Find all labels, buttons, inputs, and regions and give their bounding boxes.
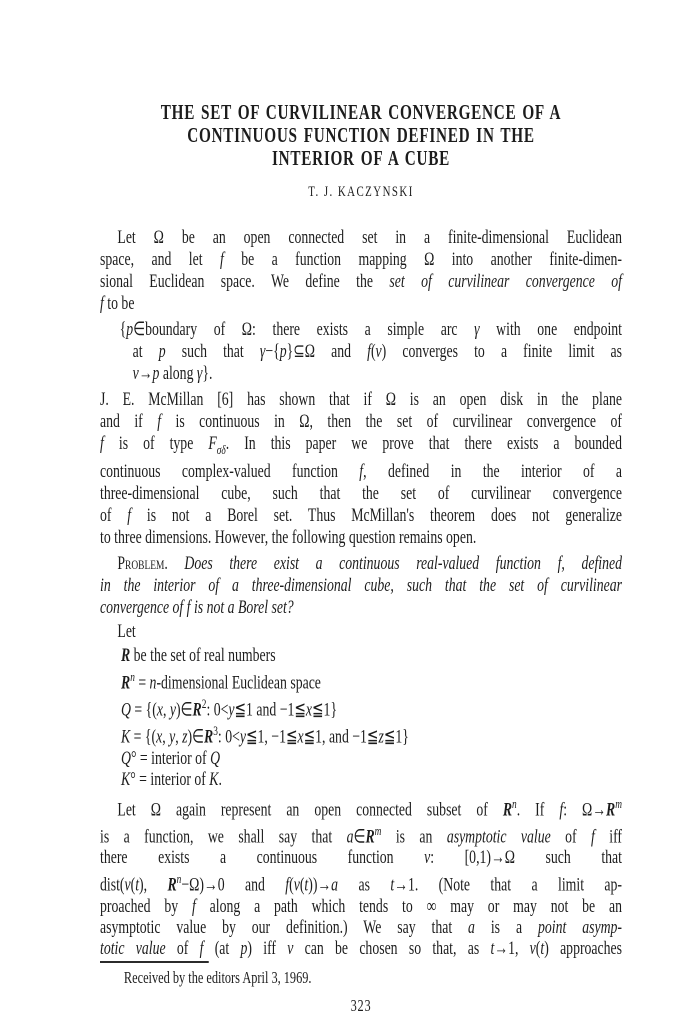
text-line: asymptotic value by our definition.) We say that a is a point asymp-	[100, 916, 623, 938]
text-line: Problem. Does there exist a continuous real-valued function f, defined	[117, 552, 623, 574]
text-line: at p such that γ−{p}⊆Ω and f(v) converges to a finite limit as	[132, 341, 623, 362]
text-line: dist(v(t), $R^n-\Omega)\to 0$ and f(v(t))→a as t→1. (Note that a limit ap-	[100, 871, 623, 896]
text-line: in the interior of a three-dimensional cube, such that the set of curvilinear	[100, 574, 622, 596]
let-line	[100, 621, 622, 643]
footnote-text: Received by the editors April 3, 1969.	[123, 967, 312, 987]
text-line: v→p along γ}.	[132, 363, 213, 384]
page-number: 323	[350, 995, 372, 1015]
text-line: {p∈boundary of Ω: there exists a simple arc γ with one endpoint	[119, 319, 623, 340]
problem-paragraph	[100, 553, 622, 619]
text-line: continuous complex-valued function f, defined in the interior of a	[100, 460, 622, 482]
text-line: Q = {(x, $y)\in R^2$: 0<y≦1 and −1≦x≦1}	[121, 696, 338, 721]
definition-display	[120, 319, 622, 385]
text-line: Let Ω be an open connected set in a finite-dimensional Euclidean	[117, 227, 623, 248]
text-line: sional Euclidean space. We define the set of curvilinear convergence of	[100, 271, 623, 292]
text-line: and if f is continuous in Ω, then the set of curvilinear convergence of	[100, 411, 622, 432]
text-line: three-dimensional cube, such that the set of curvilinear convergence	[100, 482, 622, 504]
text-line: space, and let f be a function mapping Ω into another finite-dimen-	[100, 249, 623, 270]
text-line: Let Ω again represent an open connected subset of $R^n$. If f: $\Omega\to R^m$	[117, 795, 622, 821]
text-line: there exists a continuous function v: [0,1)→Ω such that	[100, 847, 622, 869]
text-line: $R^n$ = n-dimensional Euclidean space	[121, 668, 321, 694]
text-line: Q° = interior of Q	[121, 747, 221, 769]
content-blocks	[100, 227, 622, 959]
text-line: is a function, we shall say that $a\in R^m$ is an asymptotic value of f iff	[100, 823, 623, 848]
text-line: J. E. McMillan [6] has shown that if Ω is an open disk in the plane	[100, 389, 622, 410]
title-line: CONTINUOUS FUNCTION DEFINED IN THE	[187, 123, 535, 147]
text-line: to three dimensions. However, the following question remains open.	[100, 526, 477, 548]
author-line: T. J. KACZYNSKI	[308, 184, 414, 200]
text-line: convergence of f is not a Borel set?	[100, 596, 294, 618]
footnote	[100, 961, 622, 988]
text-line: of f is not a Borel set. Thus McMillan's theorem does not generalize	[100, 504, 622, 526]
text-line: proached by f along a path which tends to ∞ may or may not be an	[100, 895, 622, 917]
text-line: K = {(x, y, $z)\in R^3$: 0<y≦1, −1≦x≦1, and −1≦z≦1}	[121, 723, 409, 748]
text-line: f to be	[100, 293, 135, 314]
footnote-rule	[100, 961, 209, 963]
text-line: f is of type $F_{\sigma\delta}$. In this paper we prove that there exists a bounded	[100, 433, 622, 457]
title-line: INTERIOR OF A CUBE	[271, 146, 450, 170]
asymptotic-paragraph	[100, 793, 622, 959]
text-line: Let	[117, 620, 136, 642]
text-block	[100, 0, 622, 1016]
intro-paragraph	[100, 227, 622, 315]
paper-title	[100, 101, 622, 170]
title-line: THE SET OF CURVILINEAR CONVERGENCE OF A	[160, 100, 562, 124]
text-line: R be the set of real numbers	[121, 644, 276, 666]
text-line: K° = interior of K.	[121, 768, 222, 790]
notation-list	[121, 645, 622, 790]
text-line: totic value of f (at p) iff v can be chosen so that, as t→1, v(t) approaches	[100, 937, 623, 959]
mcmillan-paragraph	[100, 389, 622, 549]
